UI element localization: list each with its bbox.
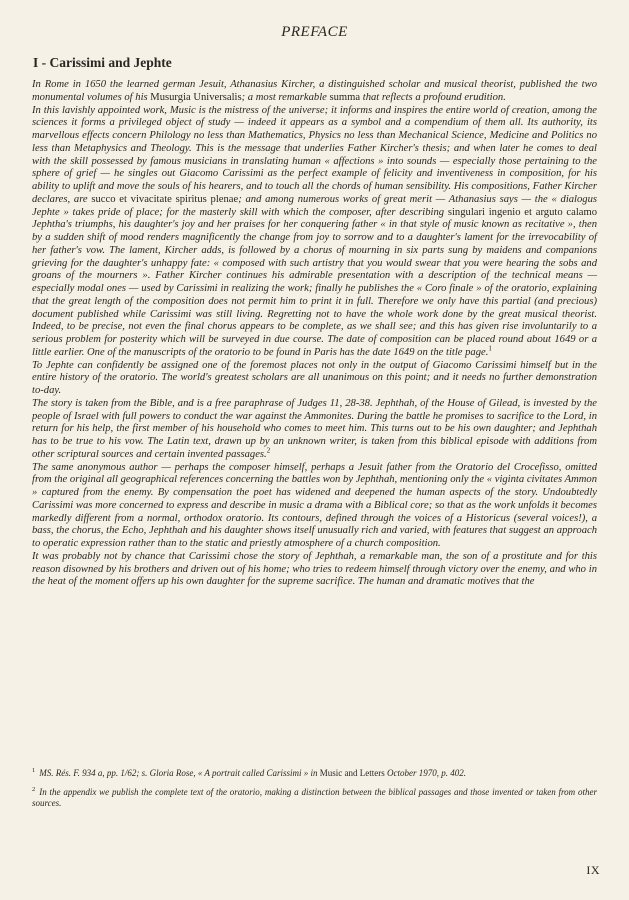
footnote-reference: 2 bbox=[266, 446, 271, 455]
text-segment: The story is taken from the Bible, and is a free paraphrase of Judges 11, 28-38. Jephthah, of the House of Gilead, is invested by the people of Israel with full powers to conduct the war against the Ammonites. During the battle he promises to sacrifice to the Lord, in return for his help, the first member of his household who comes to meet him. This turns out to be his own daughter; and Jephthah has to be true to his vow. The Latin text, drawn up by an unknown writer, is taken from this biblical episode with additions from other scriptural sources and certain invented passages. bbox=[32, 397, 597, 460]
roman-text-segment: Musurgia Universalis bbox=[150, 91, 242, 103]
page-number: IX bbox=[586, 863, 600, 877]
footnotes bbox=[32, 768, 597, 817]
footnote bbox=[32, 787, 597, 809]
text-segment: Jephtha's triumphs, his daughter's joy and her praises for her conquering father « in that style of music known as recitative », then by a sudden shift of mood renders magnificently the change from joy to sorrow and to a daughter's lament for the irrevocability of her father's vow. The lament, Kircher adds, is followed by a chorus of mourning in six parts sung by maidens and companions grieving for the daughter's unhappy fate: « composed with such artistry that you would swear that you were hearing the sobs and groans of the mourners ». Father Kircher continues his admirable presentation with a description of the technical means — especially modal ones — used by Carissimi in realizing the work; finally he publishes the « Coro finale » of the oratorio, explaining that the great length of the composition does not permit him to print it in full. Therefore we only have this partial (and precious) document published while Carissimi was still living. Regretting not to have the whole work done by the great musical theorist. Indeed, to be precise, not even the final chorus appears to be complete, as we shall see; and this has given rise involuntarily to a serious problem for posterity which will be surveyed in due course. The date of composition can be placed round about 1649 or a little earlier. One of the manuscripts of the oratorio to be found in Paris has the date 1649 on the title page. bbox=[32, 219, 597, 358]
text-segment: MS. Rés. F. 934 a, pp. 1/62; s. Gloria Rose, « A portrait called Carissimi » in bbox=[39, 768, 320, 778]
roman-text-segment: summa bbox=[329, 91, 361, 103]
text-segment: In the appendix we publish the complete text of the oratorio, making a distinction between the biblical passages and those invented or taken from other sources. bbox=[32, 787, 597, 808]
section-heading: I - Carissimi and Jephte bbox=[33, 55, 172, 70]
paragraph bbox=[32, 551, 597, 589]
paragraph bbox=[32, 360, 597, 398]
roman-text-segment: succo et vivacitate spiritus plenae bbox=[91, 193, 239, 205]
text-segment: October 1970, p. 402. bbox=[384, 768, 466, 778]
text-segment: ; a most remarkable bbox=[241, 91, 330, 103]
text-segment: It was probably not by chance that Carissimi chose the story of Jephthah, a remarkable man, the son of a prostitute and for this reason disowned by his brothers and driven out of his home; who tries to redeem himself through victory over the enemy, and who in the heat of the moment offers up his own daughter for the supreme sacrifice. The human and dramatic motives that the bbox=[32, 550, 597, 588]
text-segment: In this lavishly appointed work, Music is the mistress of the universe; it informs and inspires the entire world of creation, among the sciences it forms a privileged object of study — indeed it appears as a symbol and a compendium of them all. Its authority, its marvellous effects concern Philology no less than Mathematics, Physics no less than Mechanical Science, Medicine and Politics no less than Metaphysics and Theology. This is the message that underlies Father Kircher's thesis; and when later he comes to deal with the skill possessed by famous musicians in translating human « affections » into sounds — especially those pertaining to the sphere of grief — he singles out Giacomo Carissimi as the perfect example of felicity and inventiveness in composition, for his ability to uplift and move the souls of his hearers, and to touch all the chords of human sensibility. His compositions, Father Kircher declares, are bbox=[32, 104, 597, 205]
paragraph bbox=[32, 462, 597, 551]
text-segment: ; and among numerous works of great merit — Athanasius says — the « dialogus Jephte » takes pride of place; for the masterly skill with which the composer, after describing bbox=[32, 193, 598, 218]
footnote-reference: 1 bbox=[488, 344, 492, 353]
footnote-mark: 1 bbox=[32, 767, 36, 774]
page-title: PREFACE bbox=[281, 24, 348, 40]
text-segment: that reflects a profound erudition. bbox=[360, 91, 506, 103]
footnote bbox=[32, 768, 597, 779]
paragraph bbox=[32, 105, 597, 360]
body-text bbox=[32, 79, 597, 589]
roman-text-segment: singulari ingenio et arguto calamo bbox=[447, 206, 597, 218]
text-segment: To Jephte can confidently be assigned one of the foremost places not only in the output of Giacomo Carissimi himself but in the entire history of the oratorio. The world's greatest scholars are all unanimous on this point; and it needs no further demonstration to-day. bbox=[32, 359, 597, 396]
footnote-mark: 2 bbox=[32, 786, 36, 793]
paragraph bbox=[32, 398, 597, 462]
roman-text-segment: Music and Letters bbox=[319, 768, 385, 778]
text-segment: In Rome in 1650 the learned german Jesuit, Athanasius Kircher, a distinguished scholar and musical theorist, published the two monumental volumes of his bbox=[32, 79, 597, 103]
text-segment: The same anonymous author — perhaps the composer himself, perhaps a Jesuit father from the Oratorio del Crocefisso, omitted from the original all geographical references concerning the battles won by Jephthah, mentioning only the « viginta civitates Ammon » captured from the enemy. By compensation the poet has widened and deepened the human aspects of the story. Undoubtedly Carissimi was more concerned to express and describe in music a drama with a Biblical core; so that as the work unfolds it becomes markedly different from a normal, orthodox oratorio. Its contours, defined through the voices of a Historicus (several voices!), a bass, the chorus, the Echo, Jephthah and his daughter shows itself unusually rich and varied, with features that suggest an approach to operatic expression rather than to the static and priestly atmosphere of a church composition. bbox=[32, 461, 597, 549]
paragraph bbox=[32, 79, 597, 105]
